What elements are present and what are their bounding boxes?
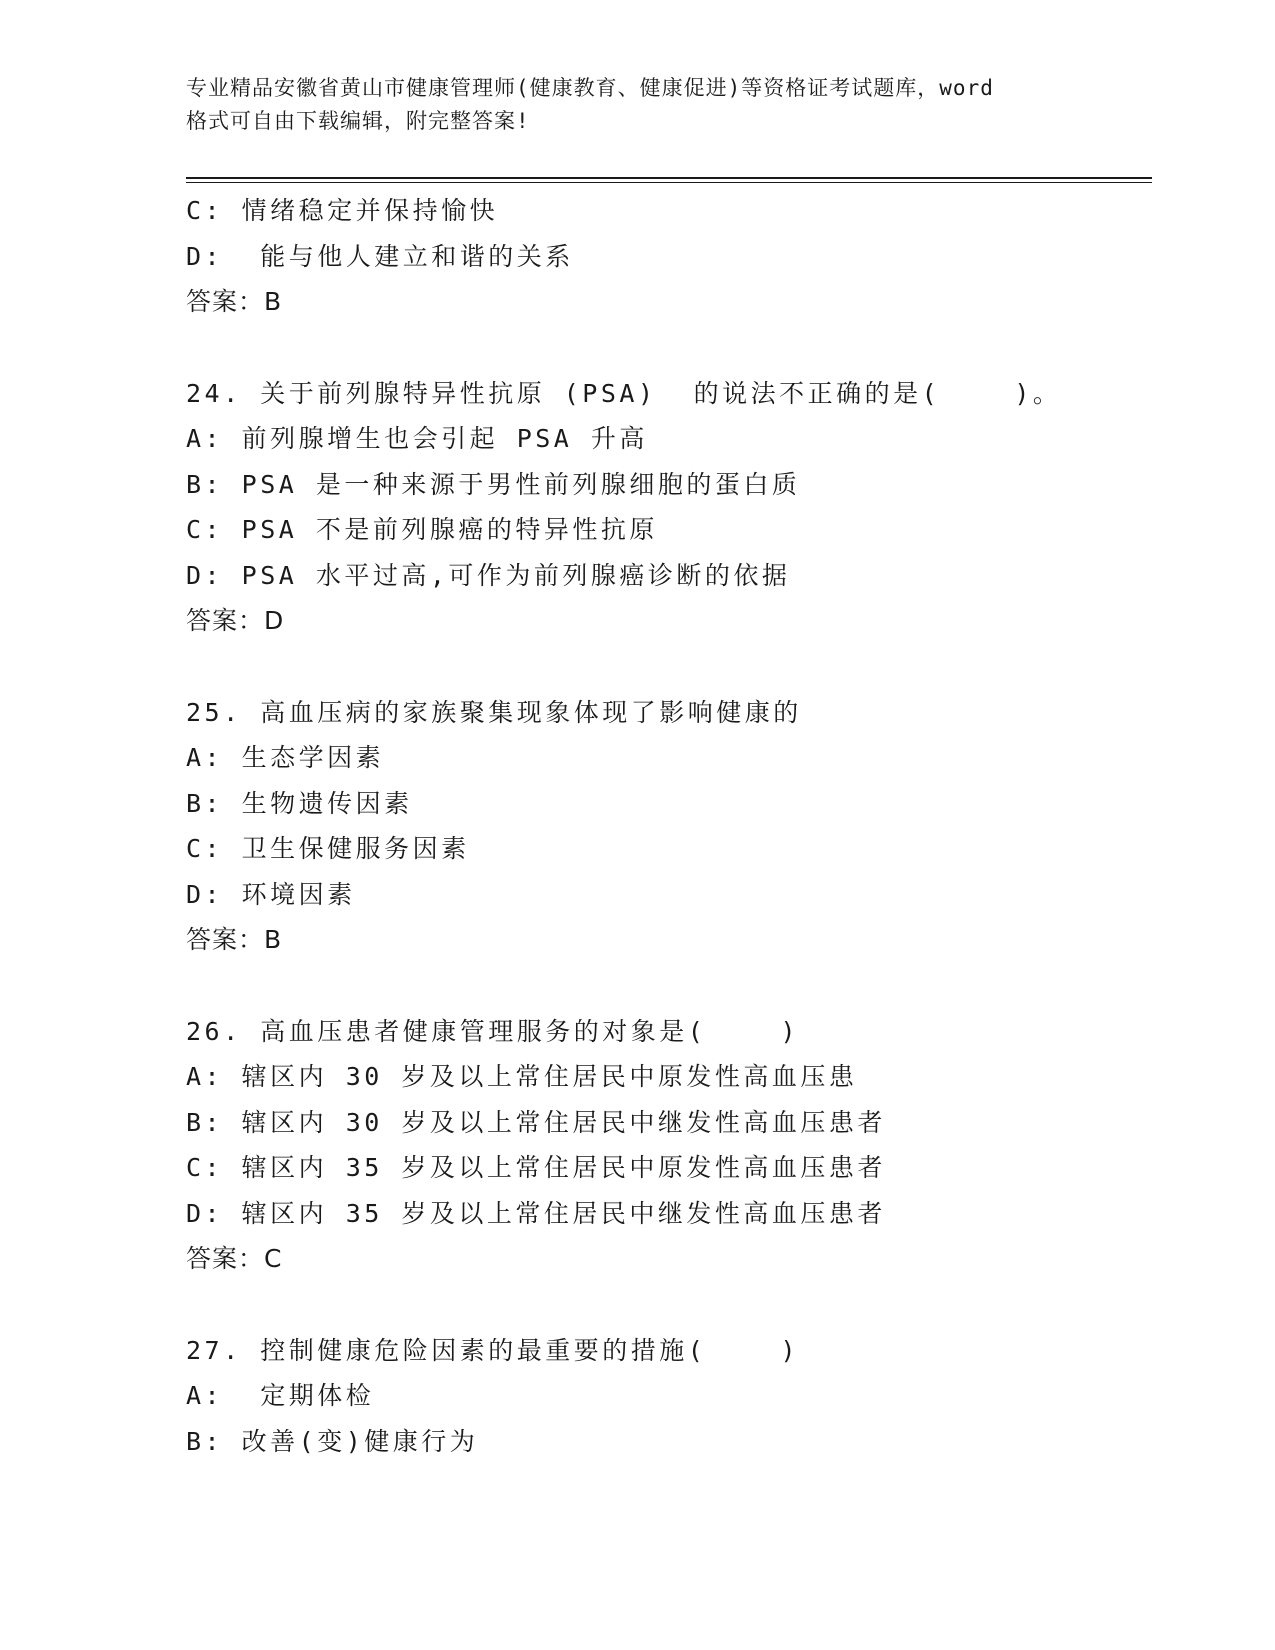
header-rule-thick [186,177,1152,179]
question-block-27 [186,1328,1152,1465]
option-c: C: 情绪稳定并保持愉快 [186,196,499,225]
option-c: C: 辖区内 35 岁及以上常住居民中原发性高血压患者 [186,1153,886,1182]
option-d: D: 能与他人建立和谐的关系 [186,241,574,271]
option-a: A: 定期体检 [186,1381,375,1410]
question-block-26 [186,1009,1152,1282]
spacer [186,644,1152,690]
option-b: B: 生物遗传因素 [186,788,413,818]
question-block-23 [186,188,1152,325]
option-b: B: PSA 是一种来源于男性前列腺细胞的蛋白质 [186,469,801,499]
spacer [186,1282,1152,1328]
page-header [186,72,1086,138]
option-d: D: PSA 水平过高,可作为前列腺癌诊断的依据 [186,560,791,590]
option-d: D: 辖区内 35 岁及以上常住居民中继发性高血压患者 [186,1198,886,1228]
header-line-2: 格式可自由下载编辑，附完整答案! [186,109,530,133]
option-c: C: 卫生保健服务因素 [186,834,470,863]
question-block-24 [186,371,1152,644]
option-b: B: 改善(变)健康行为 [186,1426,479,1456]
question-stem: 27. 控制健康危险因素的最重要的措施( ) [186,1335,800,1365]
answer-label: 答案：D [186,606,285,635]
answer-label: 答案：B [186,287,283,316]
answer-label: 答案：B [186,925,283,954]
question-list [186,188,1152,1464]
option-a: A: 生态学因素 [186,743,385,772]
option-b: B: 辖区内 30 岁及以上常住居民中继发性高血压患者 [186,1107,886,1137]
option-a: A: 辖区内 30 岁及以上常住居民中原发性高血压患 [186,1062,858,1091]
header-rule-thin [186,182,1152,183]
question-stem: 24. 关于前列腺特异性抗原 (PSA) 的说法不正确的是( )。 [186,378,1062,408]
option-d: D: 环境因素 [186,879,356,909]
spacer [186,963,1152,1009]
option-c: C: PSA 不是前列腺癌的特异性抗原 [186,515,658,544]
question-stem: 26. 高血压患者健康管理服务的对象是( ) [186,1016,800,1046]
header-line-1: 专业精品安徽省黄山市健康管理师(健康教育、健康促进)等资格证考试题库，word [186,76,994,100]
question-block-25 [186,690,1152,963]
question-stem: 25. 高血压病的家族聚集现象体现了影响健康的 [186,697,802,727]
spacer [186,325,1152,371]
option-a: A: 前列腺增生也会引起 PSA 升高 [186,424,648,453]
answer-label: 答案：C [186,1244,283,1273]
